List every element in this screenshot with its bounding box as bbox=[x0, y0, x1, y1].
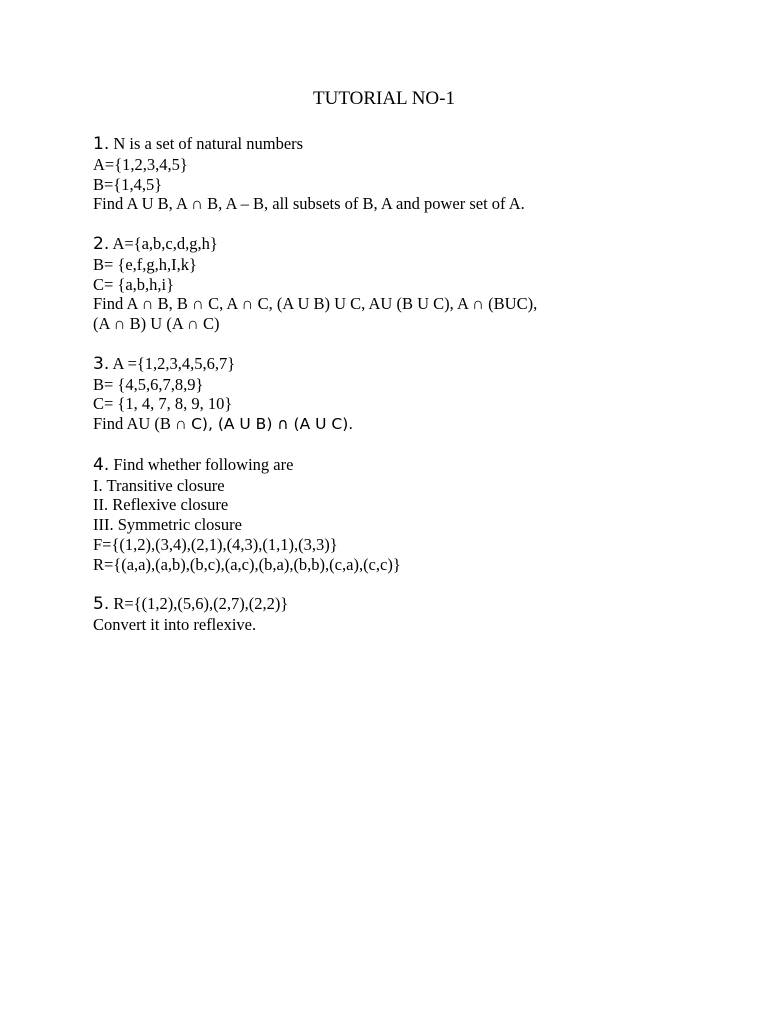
question-text-sans: C), (A U B) ∩ (A U C). bbox=[191, 415, 354, 434]
question-2-line-3: C= {a,b,h,i} bbox=[93, 274, 175, 294]
question-1-line-2: A={1,2,3,4,5} bbox=[93, 154, 188, 174]
question-number: 3. bbox=[93, 353, 110, 374]
question-5-line-1 bbox=[93, 594, 733, 615]
page-title: TUTORIAL NO-1 bbox=[313, 88, 455, 109]
question-1-line-3: B={1,4,5} bbox=[93, 174, 163, 194]
question-number: 4. bbox=[93, 454, 110, 475]
question-4-line-6: R={(a,a),(a,b),(b,c),(a,c),(b,a),(b,b),(c,a),(c,c)} bbox=[93, 554, 401, 574]
question-text: N is a set of natural numbers bbox=[109, 134, 304, 153]
question-1-line-1 bbox=[93, 134, 733, 155]
question-5-line-2: Convert it into reflexive. bbox=[93, 615, 257, 635]
question-3-line-4 bbox=[93, 414, 733, 435]
question-2-line-2: B= {e,f,g,h,I,k} bbox=[93, 254, 197, 274]
question-number: 5. bbox=[93, 594, 110, 615]
question-4-line-5: F={(1,2),(3,4),(2,1),(4,3),(1,1),(3,3)} bbox=[93, 534, 338, 554]
question-text: A={a,b,c,d,g,h} bbox=[109, 233, 218, 253]
question-3-line-2: B= {4,5,6,7,8,9} bbox=[93, 374, 204, 394]
question-5 bbox=[93, 594, 733, 635]
question-text: Find whether following are bbox=[109, 454, 294, 474]
question-text-serif: Find AU (B ∩ bbox=[93, 414, 192, 434]
question-3-line-3: C= {1, 4, 7, 8, 9, 10} bbox=[93, 394, 233, 414]
question-2-line-5: (A ∩ B) U (A ∩ C) bbox=[93, 314, 220, 334]
question-2-line-4: Find A ∩ B, B ∩ C, A ∩ C, (A U B) U C, AU (B U C), A ∩ (BUC), bbox=[93, 294, 538, 314]
question-4-line-2: I. Transitive closure bbox=[93, 475, 225, 495]
question-text: R={(1,2),(5,6),(2,7),(2,2)} bbox=[109, 594, 289, 614]
question-2 bbox=[93, 234, 733, 334]
question-4-line-4: III. Symmetric closure bbox=[93, 515, 242, 535]
question-1 bbox=[93, 134, 733, 214]
question-4-line-3: II. Reflexive closure bbox=[93, 495, 229, 515]
question-text: A ={1,2,3,4,5,6,7} bbox=[109, 353, 236, 373]
question-3 bbox=[93, 354, 733, 435]
question-1-line-4: Find A U B, A ∩ B, A – B, all subsets of B, A and power set of A. bbox=[93, 194, 525, 214]
question-number: 2. bbox=[93, 233, 110, 254]
question-number: 1. bbox=[93, 134, 110, 154]
document-body bbox=[93, 134, 733, 655]
question-3-line-1 bbox=[93, 354, 733, 375]
question-4-line-1 bbox=[93, 455, 733, 476]
question-4 bbox=[93, 455, 733, 575]
question-2-line-1 bbox=[93, 234, 733, 255]
